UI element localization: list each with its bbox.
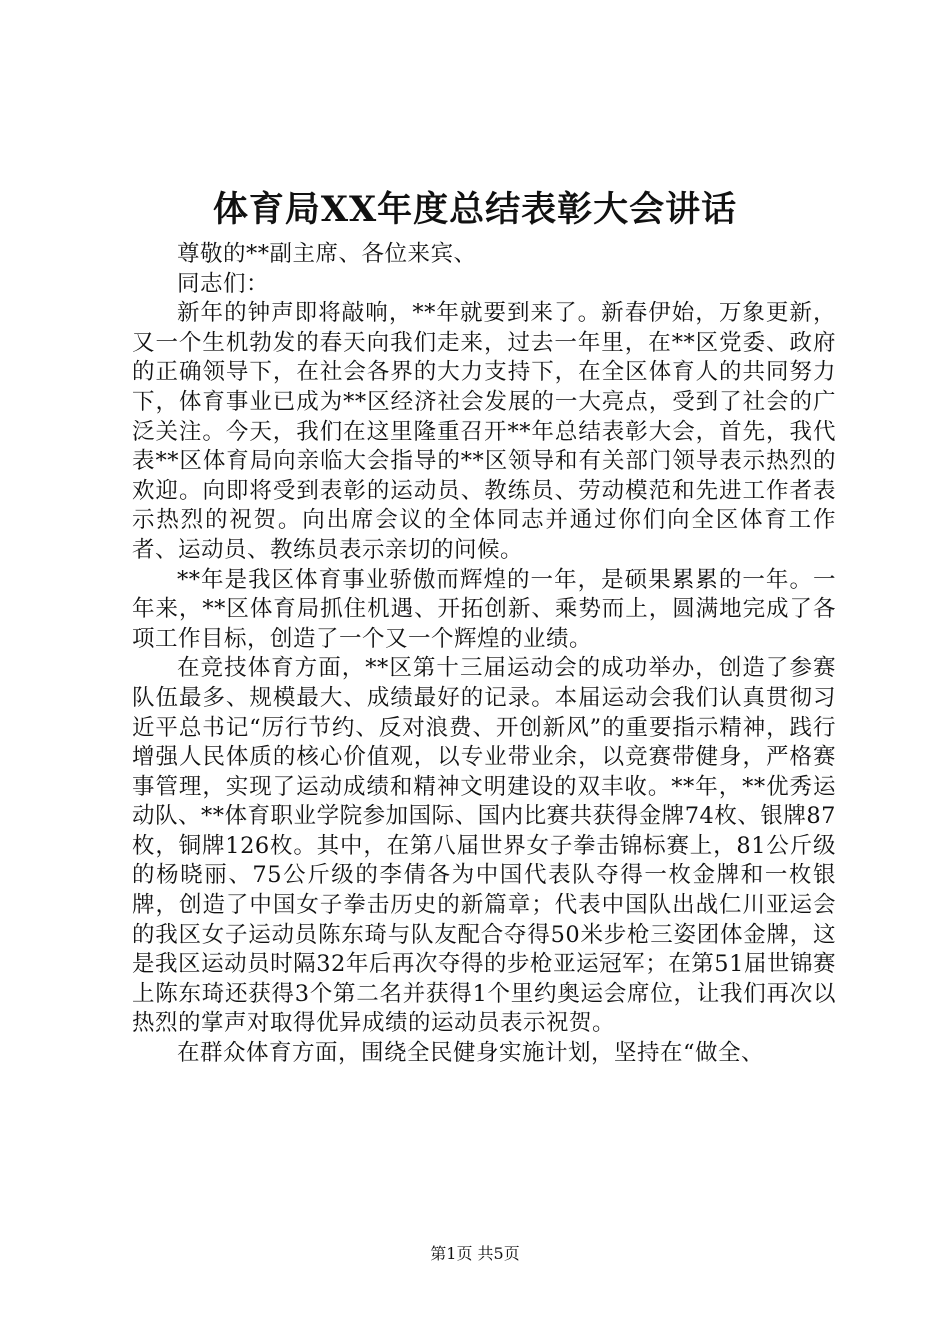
paragraph-mass-sports: 在群众体育方面，围绕全民健身实施计划，坚持在“做全、	[177, 1040, 765, 1067]
page-footer: 第1页 共5页	[430, 1244, 520, 1263]
salutation-line-1: 尊敬的**副主席、各位来宾、	[177, 241, 477, 267]
paragraph-year-summary: **年是我区体育事业骄傲而辉煌的一年，是硕果累累的一年。一年来，**区体育局抓住机遇、开拓创新、乘势而上，圆满地完成了各项工作目标，创造了一个又一个辉煌的业绩。	[132, 566, 836, 652]
document-title: 体育局XX年度总结表彰大会讲话	[212, 189, 738, 230]
paragraph-opening: 新年的钟声即将敲响，**年就要到来了。新春伊始，万象更新，又一个生机勃发的春天向我们走来，过去一年里，在**区党委、政府的正确领导下，在社会各界的大力支持下，在全区体育人的共同努力下，体育事业已成为**区经济社会发展的一大亮点，受到了社会的广泛关注。今天，我们在这里隆重召开**年总结表彰大会，首先，我代表**区体育局向亲临大会指导的**区领导和有关部门领导表示热烈的欢迎。向即将受到表彰的运动员、教练员、劳动模范和先进工作者表示热烈的祝贺。向出席会议的全体同志并通过你们向全区体育工作者、运动员、教练员表示亲切的问候。	[132, 300, 836, 563]
paragraph-competitive-sports: 在竞技体育方面，**区第十三届运动会的成功举办，创造了参赛队伍最多、规模最大、成绩最好的记录。本届运动会我们认真贯彻习近平总书记“厉行节约、反对浪费、开创新风”的重要指示精神，践行增强人民体质的核心价值观，以专业带业余，以竞赛带健身，严格赛事管理，实现了运动成绩和精神文明建设的双丰收。**年，**优秀运动队、**体育职业学院参加国际、国内比赛共获得金牌74枚、银牌87枚，铜牌126枚。其中，在第八届世界女子拳击锦标赛上，81公斤级的杨晓丽、75公斤级的李倩各为中国代表队夺得一枚金牌和一枚银牌，创造了中国女子拳击历史的新篇章；代表中国队出战仁川亚运会的我区女子运动员陈东琦与队友配合夺得50米步枪三姿团体金牌，这是我区运动员时隔32年后再次夺得的步枪亚运冠军；在第51届世锦赛上陈东琦还获得3个第二名并获得1个里约奥运会席位，让我们再次以热烈的掌声对取得优异成绩的运动员表示祝贺。	[132, 655, 836, 1037]
document-body	[132, 240, 836, 1069]
salutation-line-2: 同志们：	[177, 270, 270, 297]
